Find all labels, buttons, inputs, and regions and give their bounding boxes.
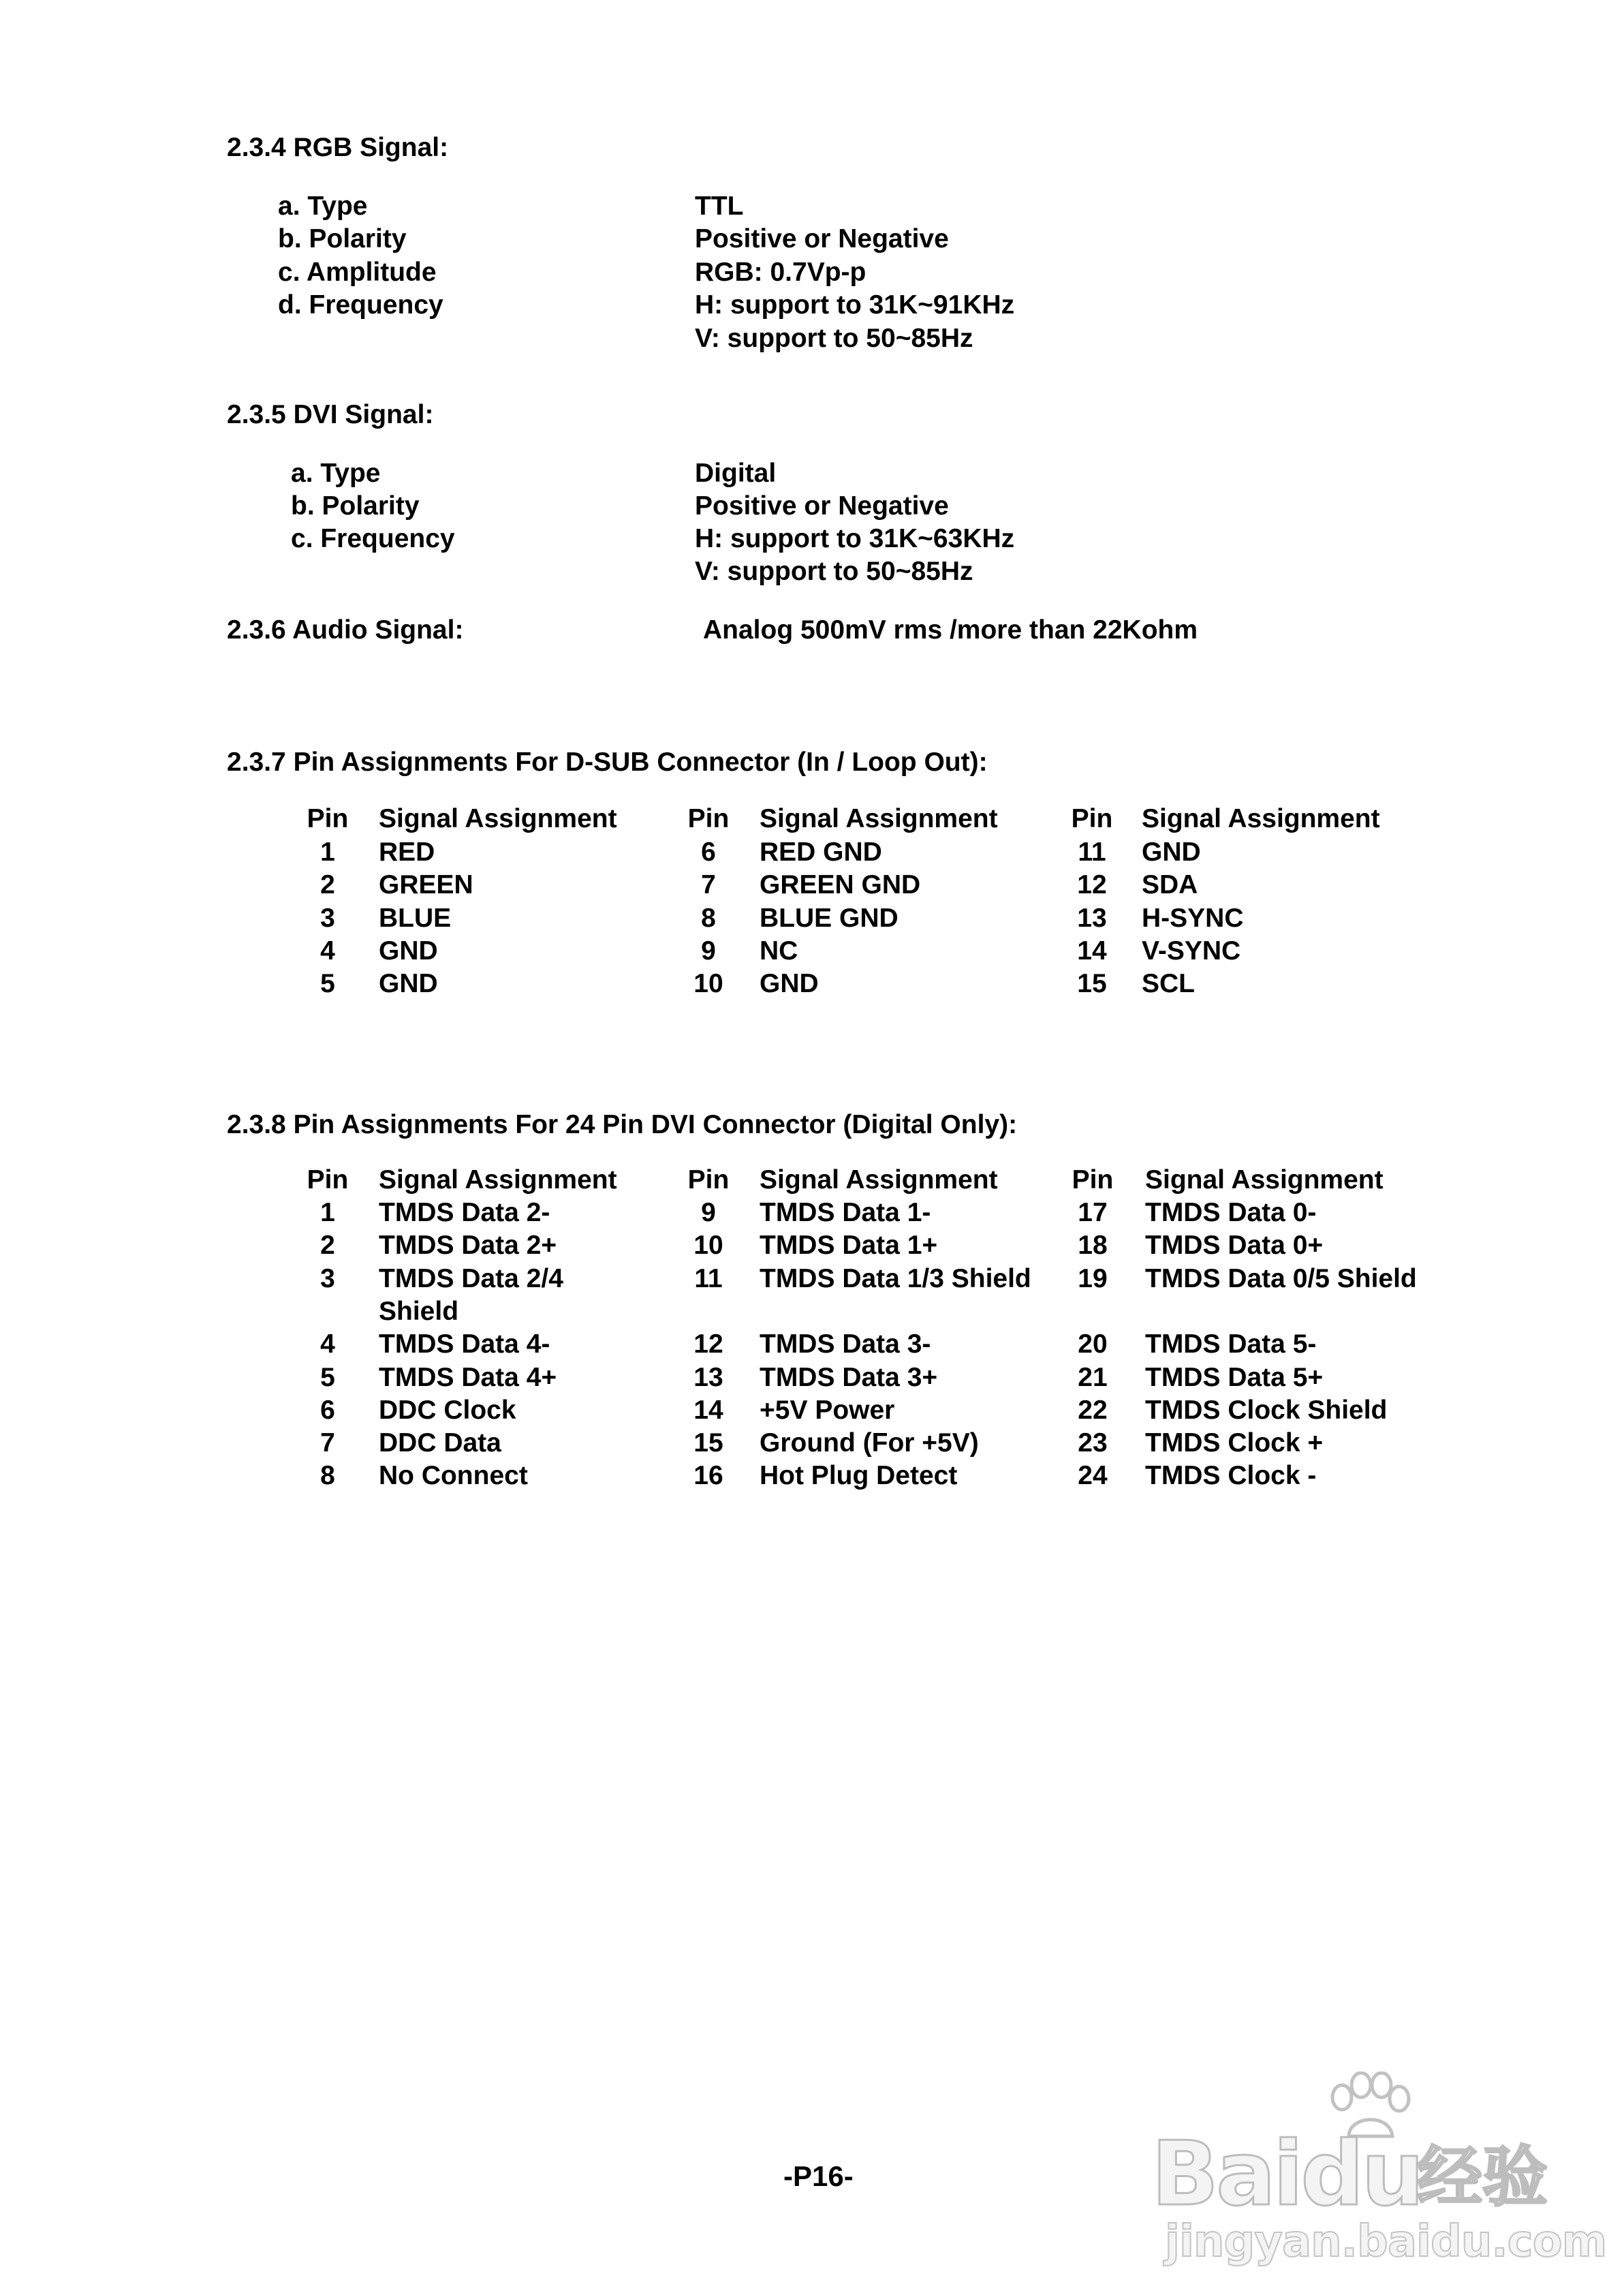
- dvi24-pin-number: 7: [320, 1428, 335, 1458]
- dvi24-pin-number: 15: [693, 1428, 723, 1458]
- dvi24-pin-number: 24: [1078, 1461, 1108, 1491]
- dvi24-signal-name: DDC Data: [379, 1428, 501, 1458]
- dsub-pin-header: Pin: [1071, 804, 1113, 833]
- dvi24-signal-name: TMDS Data 0/5 Shield: [1145, 1263, 1417, 1293]
- dvi24-signal-name: Hot Plug Detect: [760, 1461, 958, 1491]
- rgb-frequency-label: d. Frequency: [278, 290, 443, 320]
- rgb-amplitude-value: RGB: 0.7Vp-p: [695, 258, 866, 287]
- dvi24-pin-number: 11: [694, 1263, 723, 1293]
- dsub-signal-name: GND: [379, 969, 438, 999]
- dsub-pin-header: Pin: [307, 804, 349, 833]
- dsub-signal-name: BLUE: [379, 903, 452, 933]
- dsub-pin-number: 8: [701, 903, 716, 933]
- dvi24-signal-name: DDC Clock: [379, 1395, 516, 1425]
- dvi24-signal-name-continued: Shield: [379, 1296, 459, 1326]
- rgb-type-value: TTL: [695, 191, 744, 221]
- dvi24-pin-number: 22: [1078, 1395, 1108, 1425]
- dsub-signal-header: Signal Assignment: [379, 804, 617, 833]
- dvi24-signal-name: +5V Power: [760, 1395, 895, 1425]
- dvi24-signal-name: TMDS Data 3+: [760, 1362, 938, 1392]
- dsub-signal-name: SCL: [1142, 969, 1195, 999]
- dvi24-signal-name: TMDS Data 5-: [1145, 1329, 1317, 1359]
- dvi24-signal-header: Signal Assignment: [760, 1165, 998, 1195]
- dsub-pin-number: 4: [320, 936, 335, 966]
- dvi24-heading: 2.3.8 Pin Assignments For 24 Pin DVI Connector (Digital Only):: [227, 1110, 1018, 1139]
- dsub-pin-number: 9: [701, 936, 716, 966]
- dvi-frequency-label: c. Frequency: [291, 524, 455, 553]
- dsub-signal-name: H-SYNC: [1142, 903, 1244, 933]
- dvi24-pin-number: 6: [320, 1395, 335, 1425]
- dvi24-pin-number: 1: [320, 1198, 335, 1227]
- dvi-frequency-h-value: H: support to 31K~63KHz: [695, 524, 1015, 553]
- dvi24-pin-number: 21: [1078, 1362, 1108, 1392]
- dvi24-signal-name: TMDS Clock -: [1145, 1461, 1317, 1491]
- dsub-pin-header: Pin: [687, 804, 730, 833]
- dsub-heading: 2.3.7 Pin Assignments For D-SUB Connector (In / Loop Out):: [227, 748, 988, 777]
- dsub-signal-name: SDA: [1142, 870, 1198, 900]
- dvi24-pin-number: 3: [320, 1263, 335, 1293]
- dsub-signal-name: BLUE GND: [760, 903, 899, 933]
- dvi24-signal-name: TMDS Data 1+: [760, 1231, 938, 1261]
- dvi-polarity-value: Positive or Negative: [695, 491, 949, 521]
- dvi24-pin-header: Pin: [687, 1165, 730, 1195]
- dvi24-signal-name: TMDS Data 4+: [379, 1362, 557, 1392]
- dvi24-signal-name: TMDS Data 5+: [1145, 1362, 1324, 1392]
- dvi24-pin-header: Pin: [1072, 1165, 1114, 1195]
- dvi24-signal-name: TMDS Clock Shield: [1145, 1395, 1388, 1425]
- dvi24-signal-header: Signal Assignment: [379, 1165, 617, 1195]
- watermark-cn-text: 经验: [1417, 2139, 1548, 2215]
- dsub-pin-number: 12: [1077, 870, 1107, 900]
- audio-signal-heading: 2.3.6 Audio Signal:: [227, 615, 464, 645]
- dvi24-pin-number: 23: [1078, 1428, 1108, 1458]
- dvi24-pin-number: 2: [320, 1231, 335, 1261]
- watermark-logo-text: Baidu: [1151, 2122, 1422, 2225]
- dvi24-pin-number: 13: [693, 1362, 723, 1392]
- dsub-pin-number: 1: [320, 837, 335, 867]
- rgb-frequency-v-value: V: support to 50~85Hz: [695, 324, 973, 353]
- watermark-url-text: jingyan.baidu.com: [1165, 2217, 1607, 2267]
- dsub-pin-number: 2: [320, 870, 335, 900]
- rgb-amplitude-label: c. Amplitude: [278, 258, 437, 287]
- dvi24-pin-number: 12: [693, 1329, 723, 1359]
- dsub-signal-name: RED GND: [760, 837, 882, 867]
- dsub-signal-name: GND: [379, 936, 438, 966]
- dvi24-signal-name: TMDS Data 2+: [379, 1231, 557, 1261]
- dvi24-signal-name: No Connect: [379, 1461, 528, 1491]
- page-number: -P16-: [783, 2160, 854, 2192]
- dsub-pin-number: 10: [693, 969, 723, 999]
- rgb-frequency-h-value: H: support to 31K~91KHz: [695, 290, 1015, 320]
- dsub-signal-name: GND: [1142, 837, 1201, 867]
- dvi-frequency-v-value: V: support to 50~85Hz: [695, 557, 973, 586]
- dsub-pin-number: 3: [320, 903, 335, 933]
- dsub-pin-number: 11: [1078, 837, 1106, 867]
- dvi24-pin-number: 14: [693, 1395, 723, 1425]
- dvi24-signal-name: TMDS Data 2/4: [379, 1263, 563, 1293]
- audio-signal-value: Analog 500mV rms /more than 22Kohm: [703, 615, 1198, 645]
- dvi24-pin-header: Pin: [307, 1165, 349, 1195]
- dsub-signal-name: GREEN GND: [760, 870, 921, 900]
- dvi24-signal-name: TMDS Data 0+: [1145, 1231, 1324, 1261]
- dvi24-signal-name: TMDS Data 4-: [379, 1329, 550, 1359]
- dvi24-signal-name: Ground (For +5V): [760, 1428, 979, 1458]
- dvi24-pin-number: 20: [1078, 1329, 1108, 1359]
- dvi24-pin-number: 17: [1078, 1198, 1108, 1227]
- dsub-signal-name: GREEN: [379, 870, 473, 900]
- dsub-signal-name: GND: [760, 969, 819, 999]
- dvi24-signal-name: TMDS Data 2-: [379, 1198, 550, 1227]
- rgb-type-label: a. Type: [278, 191, 368, 221]
- dvi24-signal-name: TMDS Data 0-: [1145, 1198, 1317, 1227]
- dsub-signal-name: V-SYNC: [1142, 936, 1241, 966]
- rgb-signal-heading: 2.3.4 RGB Signal:: [227, 133, 449, 162]
- dsub-signal-header: Signal Assignment: [1142, 804, 1380, 833]
- baidu-jingyan-watermark: [1151, 2071, 1607, 2267]
- dsub-pin-number: 6: [701, 837, 716, 867]
- dsub-pin-number: 13: [1077, 903, 1107, 933]
- dvi24-pin-number: 16: [693, 1461, 723, 1491]
- dsub-pin-number: 14: [1077, 936, 1107, 966]
- dvi-polarity-label: b. Polarity: [291, 491, 420, 521]
- dvi-type-value: Digital: [695, 459, 777, 488]
- dvi24-pin-number: 19: [1078, 1263, 1108, 1293]
- dvi24-signal-name: TMDS Data 1-: [760, 1198, 931, 1227]
- dsub-signal-header: Signal Assignment: [760, 804, 998, 833]
- dvi24-pin-number: 10: [693, 1231, 723, 1261]
- dvi24-pin-number: 5: [320, 1362, 335, 1392]
- rgb-polarity-label: b. Polarity: [278, 224, 407, 253]
- dsub-pin-number: 5: [320, 969, 335, 999]
- dvi24-pin-number: 9: [701, 1198, 716, 1227]
- rgb-polarity-value: Positive or Negative: [695, 224, 949, 253]
- dvi24-signal-header: Signal Assignment: [1145, 1165, 1384, 1195]
- dvi-signal-heading: 2.3.5 DVI Signal:: [227, 400, 434, 429]
- dvi24-signal-name: TMDS Data 3-: [760, 1329, 931, 1359]
- dvi24-pin-number: 18: [1078, 1231, 1108, 1261]
- dvi24-signal-name: TMDS Clock +: [1145, 1428, 1324, 1458]
- dsub-pin-number: 7: [701, 870, 716, 900]
- dvi24-signal-name: TMDS Data 1/3 Shield: [760, 1263, 1031, 1293]
- dsub-signal-name: RED: [379, 837, 435, 867]
- dvi-type-label: a. Type: [291, 459, 381, 488]
- dsub-signal-name: NC: [760, 936, 798, 966]
- dvi24-pin-number: 8: [320, 1461, 335, 1491]
- dvi24-pin-number: 4: [320, 1329, 335, 1359]
- dsub-pin-number: 15: [1077, 969, 1107, 999]
